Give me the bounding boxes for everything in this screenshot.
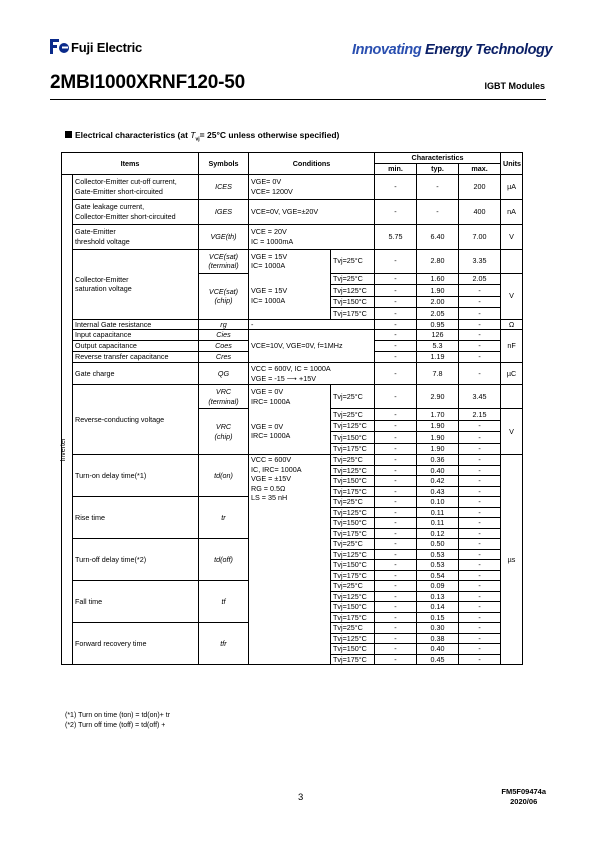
typ-value: 126	[417, 330, 459, 341]
table-row	[62, 455, 523, 466]
min-value: -	[375, 654, 417, 665]
typ-value: 0.12	[417, 528, 459, 539]
max-value: -	[459, 507, 501, 518]
typ-value: 1.90	[417, 285, 459, 297]
max-value: 3.45	[459, 385, 501, 409]
symbol: ICES	[199, 174, 249, 199]
typ-value: 0.09	[417, 581, 459, 592]
typ-value: 0.10	[417, 497, 459, 508]
max-value: -	[459, 539, 501, 550]
max-value: -	[459, 497, 501, 508]
unit: µA	[501, 174, 523, 199]
temperature: Tvj=175°C	[331, 654, 375, 665]
min-value: -	[375, 476, 417, 487]
min-value: -	[375, 296, 417, 308]
min-value: -	[375, 285, 417, 297]
group-label-inverter	[62, 174, 73, 665]
vcesat-conditions-terminal: VGE = 15V IC= 1000A	[249, 249, 331, 273]
typ-value: 1.90	[417, 443, 459, 455]
temperature: Tvj=125°C	[331, 549, 375, 560]
item-label: Output capacitance	[73, 341, 199, 352]
min-value: -	[375, 319, 417, 330]
symbol: VGE(th)	[199, 224, 249, 249]
temperature: Tvj=150°C	[331, 560, 375, 571]
temperature: Tvj=25°C	[331, 273, 375, 285]
table-row	[62, 330, 523, 341]
min-value: -	[375, 497, 417, 508]
section-title	[65, 130, 339, 143]
bullet-square-icon	[65, 131, 72, 138]
temperature: Tvj=25°C	[331, 539, 375, 550]
doc-number: FM5F09474a	[501, 787, 546, 796]
temperature: Tvj=125°C	[331, 465, 375, 476]
typ-value: 2.90	[417, 385, 459, 409]
max-value: -	[459, 560, 501, 571]
min-value: -	[375, 174, 417, 199]
vcesat-symbol-terminal: VCE(sat) (terminal)	[199, 249, 249, 273]
max-value: -	[459, 602, 501, 613]
min-value: -	[375, 612, 417, 623]
vrc-conditions-terminal: VGE = 0V IRC= 1000A	[249, 385, 331, 409]
conditions: VCE=0V, VGE=±20V	[249, 199, 375, 224]
min-value: -	[375, 507, 417, 518]
conditions: VCE = 20V IC = 1000mA	[249, 224, 375, 249]
min-value: -	[375, 420, 417, 432]
min-value: -	[375, 363, 417, 385]
max-value: -	[459, 420, 501, 432]
temperature: Tvj=25°C	[331, 409, 375, 421]
unit: µC	[501, 363, 523, 385]
temperature: Tvj=150°C	[331, 518, 375, 529]
switching-conditions: VCC = 600V IC, IRC= 1000A VGE = ±15V RG = 0.5Ω LS = 35 nH	[249, 455, 331, 665]
temperature: Tvj=175°C	[331, 570, 375, 581]
table-row	[62, 153, 523, 164]
typ-value: 5.3	[417, 341, 459, 352]
temperature: Tvj=25°C	[331, 623, 375, 634]
min-value: -	[375, 465, 417, 476]
min-value: -	[375, 633, 417, 644]
max-value: -	[459, 654, 501, 665]
symbol: Cies	[199, 330, 249, 341]
doc-date: 2020/06	[510, 796, 538, 806]
product-category: IGBT Modules	[484, 81, 545, 91]
unit: V	[501, 273, 523, 319]
symbol: Cres	[199, 352, 249, 363]
symbol: tf	[199, 581, 249, 623]
vcesat-label: Collector-Emitter saturation voltage	[73, 249, 199, 319]
section-title-prefix: Electrical characteristics (at	[75, 130, 191, 140]
temperature: Tvj=25°C	[331, 385, 375, 409]
max-value: -	[459, 443, 501, 455]
conditions: -	[249, 319, 375, 330]
min-value: -	[375, 518, 417, 529]
unit	[501, 249, 523, 273]
symbol: Coes	[199, 341, 249, 352]
unit: Ω	[501, 319, 523, 330]
max-value: 200	[459, 174, 501, 199]
header-min: min.	[375, 164, 417, 175]
min-value: -	[375, 486, 417, 497]
item-label: Gate charge	[73, 363, 199, 385]
typ-value: 0.45	[417, 654, 459, 665]
temperature: Tvj=150°C	[331, 296, 375, 308]
item-label: Rise time	[73, 497, 199, 539]
item-label: Turn-off delay time(*2)	[73, 539, 199, 581]
table-row	[62, 174, 523, 199]
unit: nF	[501, 330, 523, 363]
table-row	[62, 224, 523, 249]
min-value: -	[375, 560, 417, 571]
typ-value: 0.42	[417, 476, 459, 487]
typ-value: 0.13	[417, 591, 459, 602]
symbol: td(off)	[199, 539, 249, 581]
section-title-sub: vj	[195, 136, 200, 143]
min-value: -	[375, 570, 417, 581]
temperature: Tvj=25°C	[331, 249, 375, 273]
typ-value: 0.53	[417, 560, 459, 571]
typ-value: 0.40	[417, 465, 459, 476]
min-value: 5.75	[375, 224, 417, 249]
footnote-1: (*1) Turn on time (ton) = td(on)+ tr	[65, 712, 171, 719]
tagline-part2: Energy Technology	[421, 42, 553, 58]
conditions: VCE=10V, VGE=0V, f=1MHz	[249, 330, 375, 363]
max-value: -	[459, 363, 501, 385]
table-row	[62, 363, 523, 385]
temperature: Tvj=125°C	[331, 591, 375, 602]
temperature: Tvj=125°C	[331, 507, 375, 518]
typ-value: 6.40	[417, 224, 459, 249]
unit: V	[501, 224, 523, 249]
max-value: 7.00	[459, 224, 501, 249]
min-value: -	[375, 549, 417, 560]
footnote-2: (*2) Turn off time (toff) = td(off) +	[65, 722, 166, 729]
typ-value: 0.11	[417, 518, 459, 529]
typ-value: -	[417, 174, 459, 199]
max-value: 2.15	[459, 409, 501, 421]
header-units: Units	[501, 153, 523, 175]
max-value: -	[459, 581, 501, 592]
typ-value: 0.38	[417, 633, 459, 644]
electrical-characteristics-table	[61, 152, 523, 665]
min-value: -	[375, 385, 417, 409]
temperature: Tvj=125°C	[331, 633, 375, 644]
vrc-symbol-terminal: VRC (terminal)	[199, 385, 249, 409]
min-value: -	[375, 432, 417, 444]
max-value: -	[459, 591, 501, 602]
typ-value: 0.15	[417, 612, 459, 623]
vrc-conditions-chip: VGE = 0V IRC= 1000A	[249, 409, 331, 455]
item-label: Collector-Emitter cut-off current, Gate-Emitter short-circuited	[73, 174, 199, 199]
symbol: tfr	[199, 623, 249, 665]
header-characteristics: Characteristics	[375, 153, 501, 164]
typ-value: 0.53	[417, 549, 459, 560]
max-value: -	[459, 285, 501, 297]
temperature: Tvj=175°C	[331, 486, 375, 497]
vcesat-symbol-chip: VCE(sat) (chip)	[199, 273, 249, 319]
max-value: -	[459, 455, 501, 466]
typ-value: 0.40	[417, 644, 459, 655]
typ-value: 0.30	[417, 623, 459, 634]
item-label: Turn-on delay time(*1)	[73, 455, 199, 497]
table-row	[62, 385, 523, 409]
max-value: 400	[459, 199, 501, 224]
temperature: Tvj=175°C	[331, 612, 375, 623]
min-value: -	[375, 308, 417, 320]
min-value: -	[375, 602, 417, 613]
header-rule	[50, 99, 546, 100]
unit: nA	[501, 199, 523, 224]
min-value: -	[375, 273, 417, 285]
min-value: -	[375, 539, 417, 550]
header-max: max.	[459, 164, 501, 175]
symbol: rg	[199, 319, 249, 330]
conditions: VGE= 0V VCE= 1200V	[249, 174, 375, 199]
min-value: -	[375, 249, 417, 273]
item-label: Internal Gate resistance	[73, 319, 199, 330]
max-value: -	[459, 465, 501, 476]
max-value: -	[459, 341, 501, 352]
min-value: -	[375, 644, 417, 655]
typ-value: 1.90	[417, 432, 459, 444]
typ-value: 2.05	[417, 308, 459, 320]
symbol: QG	[199, 363, 249, 385]
typ-value: 7.8	[417, 363, 459, 385]
brand-name: Fuji Electric	[71, 40, 143, 55]
min-value: -	[375, 341, 417, 352]
table-row	[62, 199, 523, 224]
typ-value: 0.11	[417, 507, 459, 518]
max-value: -	[459, 319, 501, 330]
temperature: Tvj=150°C	[331, 602, 375, 613]
symbol: IGES	[199, 199, 249, 224]
min-value: -	[375, 199, 417, 224]
typ-value: -	[417, 199, 459, 224]
typ-value: 1.70	[417, 409, 459, 421]
item-label: Gate leakage current, Collector-Emitter short-circuited	[73, 199, 199, 224]
max-value: -	[459, 633, 501, 644]
max-value: -	[459, 308, 501, 320]
temperature: Tvj=25°C	[331, 581, 375, 592]
symbol: td(on)	[199, 455, 249, 497]
temperature: Tvj=125°C	[331, 420, 375, 432]
temperature: Tvj=125°C	[331, 285, 375, 297]
table-row	[62, 319, 523, 330]
max-value: -	[459, 330, 501, 341]
min-value: -	[375, 455, 417, 466]
min-value: -	[375, 443, 417, 455]
max-value: 2.05	[459, 273, 501, 285]
typ-value: 1.19	[417, 352, 459, 363]
temperature: Tvj=150°C	[331, 644, 375, 655]
tagline-part1: Innovating	[352, 42, 422, 58]
max-value: 3.35	[459, 249, 501, 273]
footnotes	[65, 711, 170, 731]
temperature: Tvj=175°C	[331, 528, 375, 539]
temperature: Tvj=175°C	[331, 308, 375, 320]
min-value: -	[375, 352, 417, 363]
max-value: -	[459, 528, 501, 539]
header-items: Items	[62, 153, 199, 175]
max-value: -	[459, 518, 501, 529]
vcesat-conditions-chip: VGE = 15V IC= 1000A	[249, 273, 331, 319]
vrc-symbol-chip: VRC (chip)	[199, 409, 249, 455]
temperature: Tvj=150°C	[331, 432, 375, 444]
temperature: Tvj=150°C	[331, 476, 375, 487]
header-typ: typ.	[417, 164, 459, 175]
header-conditions: Conditions	[249, 153, 375, 175]
fuji-logo-icon	[50, 39, 70, 54]
typ-value: 2.80	[417, 249, 459, 273]
typ-value: 0.36	[417, 455, 459, 466]
temperature: Tvj=175°C	[331, 443, 375, 455]
max-value: -	[459, 612, 501, 623]
item-label: Input capacitance	[73, 330, 199, 341]
max-value: -	[459, 486, 501, 497]
tagline	[352, 42, 552, 58]
min-value: -	[375, 409, 417, 421]
max-value: -	[459, 476, 501, 487]
item-label: Gate-Emitter threshold voltage	[73, 224, 199, 249]
header-symbols: Symbols	[199, 153, 249, 175]
min-value: -	[375, 330, 417, 341]
unit: µs	[501, 455, 523, 665]
page-number: 3	[298, 792, 304, 803]
typ-value: 1.60	[417, 273, 459, 285]
max-value: -	[459, 570, 501, 581]
max-value: -	[459, 644, 501, 655]
item-label: Fall time	[73, 581, 199, 623]
min-value: -	[375, 623, 417, 634]
item-label: Forward recovery time	[73, 623, 199, 665]
item-label: Reverse transfer capacitance	[73, 352, 199, 363]
section-title-var: T	[190, 130, 196, 140]
inverter-label: Inverter	[60, 437, 68, 462]
document-id	[501, 787, 546, 806]
min-value: -	[375, 528, 417, 539]
typ-value: 0.43	[417, 486, 459, 497]
min-value: -	[375, 581, 417, 592]
conditions: VCC = 600V, IC = 1000A VGE = -15 ⟶ +15V	[249, 363, 375, 385]
max-value: -	[459, 549, 501, 560]
max-value: -	[459, 432, 501, 444]
max-value: -	[459, 352, 501, 363]
symbol: tr	[199, 497, 249, 539]
max-value: -	[459, 296, 501, 308]
typ-value: 2.00	[417, 296, 459, 308]
page-title: 2MBI1000XRNF120-50	[50, 72, 245, 93]
typ-value: 1.90	[417, 420, 459, 432]
table-row	[62, 249, 523, 273]
section-title-suffix: = 25°C unless otherwise specified)	[199, 130, 340, 140]
typ-value: 0.50	[417, 539, 459, 550]
temperature: Tvj=25°C	[331, 455, 375, 466]
vrc-label: Reverse-conducting voltage	[73, 385, 199, 455]
min-value: -	[375, 591, 417, 602]
unit: V	[501, 409, 523, 455]
typ-value: 0.95	[417, 319, 459, 330]
typ-value: 0.54	[417, 570, 459, 581]
max-value: -	[459, 623, 501, 634]
typ-value: 0.14	[417, 602, 459, 613]
temperature: Tvj=25°C	[331, 497, 375, 508]
unit	[501, 385, 523, 409]
